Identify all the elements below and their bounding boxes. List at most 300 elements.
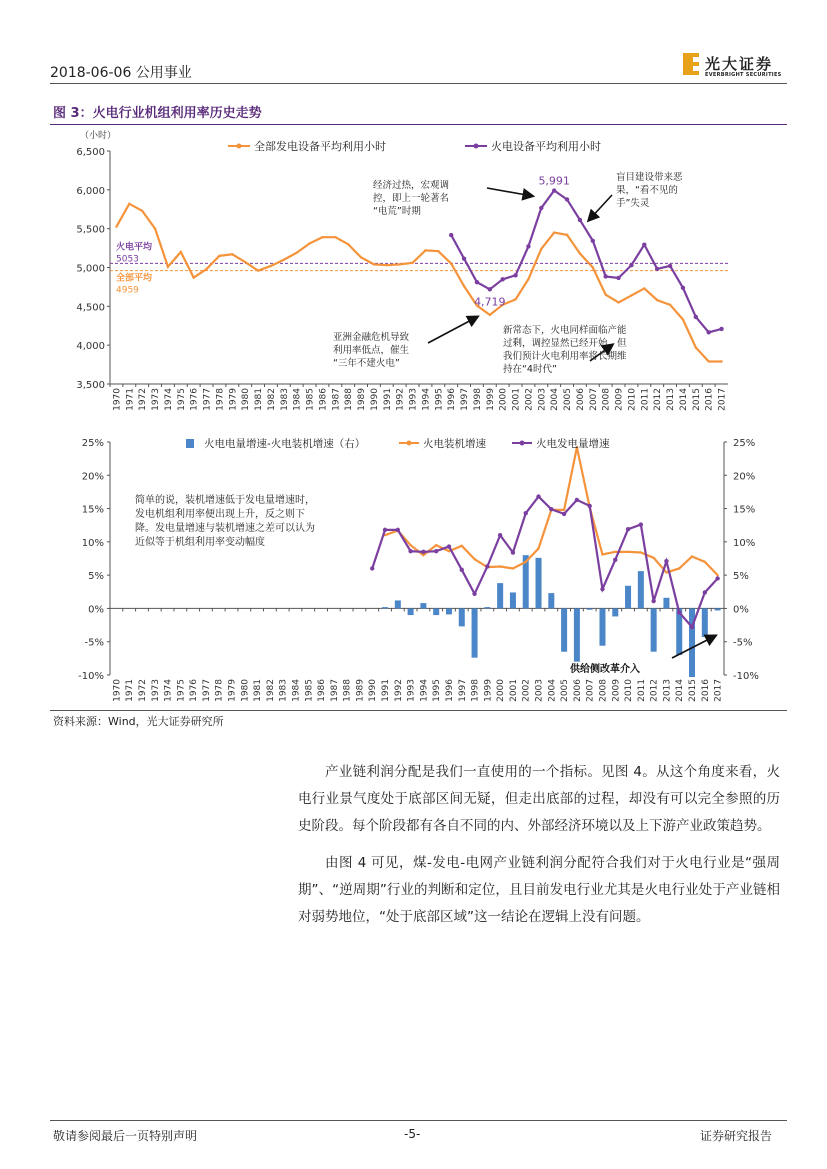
logo-text-cn: 光大证券: [705, 55, 774, 73]
x-tick-label: 1974: [163, 679, 174, 702]
series-point: [192, 276, 194, 278]
annotation-arrow: [487, 188, 532, 196]
series-point: [360, 256, 362, 258]
bar: [625, 586, 631, 609]
y-tick-label: 5,000: [76, 263, 105, 275]
bar: [663, 598, 669, 609]
header-divider: [50, 83, 787, 84]
annotation-blind-construction: 手”失灵: [616, 198, 650, 209]
series-point: [409, 544, 411, 546]
series-point: [231, 253, 233, 255]
x-tick-label: 1981: [254, 388, 265, 411]
series-point: [536, 494, 540, 498]
series-point: [489, 314, 491, 316]
annotation-new-normal: 我们预计火电利用率将长期维: [503, 351, 627, 362]
right-tick-label: 0%: [733, 604, 749, 616]
bar: [536, 558, 542, 609]
x-tick-label: 1997: [460, 388, 471, 411]
x-tick-label: 1995: [434, 388, 445, 411]
x-tick-label: 1993: [408, 388, 419, 411]
bar: [574, 608, 580, 661]
report-date-category: 2018-06-06 公用事业: [50, 65, 192, 81]
series-point: [383, 528, 387, 532]
series-point: [719, 327, 723, 331]
series-point: [639, 522, 643, 526]
x-tick-label: 2002: [521, 679, 532, 702]
right-tick-label: 5%: [733, 571, 749, 583]
x-tick-label: 2002: [524, 388, 535, 411]
series-point: [587, 504, 591, 508]
series-point: [630, 294, 632, 296]
x-tick-label: 2003: [534, 679, 545, 702]
bar: [382, 607, 388, 608]
x-tick-label: 1988: [344, 388, 355, 411]
x-tick-label: 1979: [228, 388, 239, 411]
x-tick-label: 2006: [572, 679, 583, 702]
series-point: [539, 206, 543, 210]
x-tick-label: 2011: [636, 679, 647, 702]
bar: [497, 583, 503, 608]
series-point: [601, 553, 603, 555]
series-point: [449, 233, 453, 237]
x-tick-label: 1975: [176, 388, 187, 411]
legend-label: 全部发电设备平均利用小时: [254, 140, 386, 153]
growth-rate-chart: [0, 430, 827, 710]
series-point: [526, 244, 530, 248]
x-tick-label: 2017: [713, 679, 724, 702]
x-tick-label: 2014: [675, 679, 686, 702]
legend-label: 火电发电量增速: [536, 438, 610, 450]
x-tick-label: 2000: [498, 388, 509, 411]
series-point: [461, 545, 463, 547]
legend-marker: [237, 144, 242, 149]
x-tick-label: 1996: [447, 388, 458, 411]
bar: [420, 603, 426, 608]
x-tick-label: 2015: [688, 679, 699, 702]
right-tick-label: 20%: [733, 471, 756, 483]
x-tick-label: 2001: [511, 388, 522, 411]
series-point: [167, 266, 169, 268]
series-point: [512, 567, 514, 569]
series-point: [437, 250, 439, 252]
y-tick-label: 4,000: [76, 341, 105, 353]
x-tick-label: 1982: [266, 388, 277, 411]
x-tick-label: 1997: [457, 679, 468, 702]
utilization-hours-chart: [0, 125, 827, 425]
series-point: [473, 558, 475, 560]
annotation-arrow: [428, 317, 477, 343]
x-tick-label: 1970: [112, 679, 123, 702]
series-point: [334, 236, 336, 238]
x-tick-label: 2008: [598, 679, 609, 702]
series-point: [600, 587, 604, 591]
right-tick-label: 15%: [733, 504, 756, 516]
x-tick-label: 1998: [470, 679, 481, 702]
x-tick-label: 1985: [304, 679, 315, 702]
x-tick-label: 1979: [227, 679, 238, 702]
left-tick-label: 0%: [88, 604, 104, 616]
series-point: [655, 267, 659, 271]
x-tick-label: 1971: [125, 388, 136, 411]
figure-title: 图 3：火电行业机组利用率历史走势: [53, 106, 262, 121]
series-point: [370, 566, 374, 570]
x-tick-label: 2007: [588, 388, 599, 411]
body-paragraph-1: 产业链利润分配是我们一直使用的一个指标。见图 4。从这个角度来看，火电行业景气度处于底部区间无疑，但走出底部的过程，却没有可以完全参照的历史阶段。每个阶段都有各自不同的内、外部经济环境以及上下游产业政策趋势。: [298, 764, 780, 834]
annotation-new-normal: 持在“4时代”: [503, 364, 557, 375]
x-tick-label: 1996: [444, 679, 455, 702]
series-point: [640, 551, 642, 553]
x-tick-label: 2004: [547, 679, 558, 702]
x-tick-label: 2012: [649, 679, 660, 702]
x-tick-label: 2013: [666, 388, 677, 411]
series-point: [421, 550, 425, 554]
x-tick-label: 1991: [382, 388, 393, 411]
series-point: [180, 251, 182, 253]
left-tick-label: -10%: [78, 671, 104, 682]
series-point: [682, 318, 684, 320]
x-tick-label: 1980: [241, 388, 252, 411]
series-point: [435, 544, 437, 546]
legend-marker: [520, 441, 525, 446]
footer-divider: [50, 1120, 787, 1121]
left-tick-label: 15%: [81, 504, 104, 516]
series-point: [347, 243, 349, 245]
series-point: [499, 565, 501, 567]
figure-source: 资料来源：Wind，光大证券研究所: [53, 715, 224, 728]
chart-note: 降。发电量增速与装机增速之差可以认为: [135, 523, 315, 534]
supply-reform-label: 供给侧改革介入: [570, 664, 640, 675]
series-point: [690, 625, 694, 629]
series-point: [514, 298, 516, 300]
series-point: [511, 550, 515, 554]
series-point: [720, 360, 722, 362]
series-point: [592, 266, 594, 268]
series-point: [613, 558, 617, 562]
bar: [433, 608, 439, 615]
series-point: [669, 304, 671, 306]
series-point: [524, 511, 528, 515]
x-tick-label: 1976: [189, 679, 200, 702]
series-point: [707, 360, 709, 362]
series-point: [257, 269, 259, 271]
annotation-power-shortage: 控，即上一轮著名: [373, 193, 450, 204]
legend-label: 火电设备平均利用小时: [491, 140, 601, 153]
left-tick-label: 20%: [81, 471, 104, 483]
reference-line-label: 火电平均: [116, 242, 153, 253]
bar: [612, 608, 618, 616]
x-tick-label: 2015: [691, 388, 702, 411]
series-point: [591, 239, 595, 243]
bar: [395, 600, 401, 608]
series-point: [244, 261, 246, 263]
x-tick-label: 2008: [601, 388, 612, 411]
annotation-power-shortage: 经济过热，宏观调: [373, 180, 450, 191]
x-tick-label: 2009: [614, 388, 625, 411]
x-tick-label: 1988: [342, 679, 353, 702]
x-tick-label: 1989: [355, 679, 366, 702]
x-tick-label: 1984: [291, 679, 302, 702]
series-point: [651, 599, 655, 603]
x-tick-label: 1972: [137, 679, 148, 702]
series-point: [154, 227, 156, 229]
series-point: [656, 299, 658, 301]
series-point: [386, 264, 388, 266]
footer-report-type: 证券研究报告: [700, 1129, 773, 1143]
series-point: [627, 551, 629, 553]
right-tick-label: -5%: [733, 637, 753, 649]
x-tick-label: 1987: [329, 679, 340, 702]
x-tick-label: 1983: [278, 679, 289, 702]
series-point: [703, 590, 707, 594]
series-point: [566, 234, 568, 236]
y-axis-unit: （小时）: [80, 131, 117, 141]
series-point: [616, 276, 620, 280]
x-tick-label: 2006: [575, 388, 586, 411]
series-point: [448, 550, 450, 552]
series-point: [398, 263, 400, 265]
bar: [715, 608, 721, 610]
series-point: [617, 301, 619, 303]
reference-line-value: 4959: [116, 285, 139, 296]
bar: [587, 608, 593, 609]
series-point: [665, 571, 667, 573]
series-point: [462, 256, 466, 260]
series-point: [205, 268, 207, 270]
series-point: [695, 346, 697, 348]
series-point: [604, 293, 606, 295]
y-tick-label: 4,500: [76, 302, 105, 314]
series-point: [643, 287, 645, 289]
series-point: [565, 197, 569, 201]
series-point: [115, 225, 117, 227]
series-point: [128, 203, 130, 205]
series-point: [373, 263, 375, 265]
series-point: [488, 287, 492, 291]
series-point: [706, 330, 710, 334]
x-tick-label: 1977: [202, 388, 213, 411]
series-point: [629, 263, 633, 267]
right-tick-label: 10%: [733, 537, 756, 549]
x-tick-label: 1971: [125, 679, 136, 702]
reference-line-value: 5053: [116, 254, 139, 265]
series-point: [579, 252, 581, 254]
series-point: [575, 498, 579, 502]
series-point: [525, 561, 527, 563]
bar: [472, 608, 478, 657]
left-tick-label: -5%: [84, 637, 104, 649]
series-point: [321, 236, 323, 238]
x-tick-label: 2014: [678, 388, 689, 411]
x-tick-label: 2000: [496, 679, 507, 702]
x-tick-label: 1978: [214, 679, 225, 702]
x-tick-label: 1993: [406, 679, 417, 702]
legend-label: 火电电量增速-火电装机增速（右）: [204, 438, 366, 450]
x-tick-label: 2003: [537, 388, 548, 411]
series-point: [563, 509, 565, 511]
annotation-asian-crisis: 利用率低点，催生: [333, 345, 410, 356]
x-tick-label: 2004: [550, 388, 561, 411]
x-tick-label: 2005: [560, 679, 571, 702]
series-point: [704, 561, 706, 563]
annotation-blind-construction: 盲目建设带来恶: [616, 172, 683, 183]
series-point: [460, 568, 464, 572]
x-tick-label: 1975: [176, 679, 187, 702]
x-tick-label: 1992: [393, 679, 404, 702]
series-point: [498, 533, 502, 537]
annotation-new-normal: 新常态下，火电同样面临产能: [503, 325, 627, 336]
series-point: [308, 242, 310, 244]
x-tick-label: 1985: [305, 388, 316, 411]
bar: [446, 608, 452, 614]
annotation-asian-crisis: “三年不建火电”: [333, 358, 400, 369]
x-tick-label: 1995: [432, 679, 443, 702]
series-line: [116, 204, 721, 362]
bar: [638, 571, 644, 608]
x-tick-label: 1973: [150, 679, 161, 702]
x-tick-label: 2017: [717, 388, 728, 411]
chart-note: 简单的说，装机增速低于发电量增速时，: [135, 495, 315, 506]
company-logo: [683, 53, 793, 83]
legend-label: 火电装机增速: [423, 438, 486, 450]
x-tick-label: 2010: [624, 679, 635, 702]
annotation-asian-crisis: 亚洲金融危机导致: [333, 332, 410, 343]
x-tick-label: 1987: [331, 388, 342, 411]
bar: [484, 607, 490, 608]
right-tick-label: -10%: [733, 671, 759, 682]
x-tick-label: 1986: [318, 388, 329, 411]
annotation-power-shortage: “电荒”时期: [373, 206, 421, 217]
bar: [599, 608, 605, 645]
series-point: [562, 512, 566, 516]
series-point: [678, 567, 680, 569]
series-point: [485, 564, 489, 568]
series-point: [513, 273, 517, 277]
x-tick-label: 2007: [585, 679, 596, 702]
x-tick-label: 1990: [368, 679, 379, 702]
x-tick-label: 1986: [317, 679, 328, 702]
series-point: [691, 555, 693, 557]
x-tick-label: 1970: [112, 388, 123, 411]
series-point: [626, 527, 630, 531]
x-tick-label: 1994: [421, 388, 432, 411]
bar: [510, 592, 516, 608]
bar: [548, 593, 554, 608]
page-number: -5-: [404, 1127, 421, 1141]
y-tick-label: 6,500: [76, 147, 105, 158]
series-point: [463, 285, 465, 287]
x-tick-label: 1972: [138, 388, 149, 411]
series-point: [500, 277, 504, 281]
bar: [651, 608, 657, 651]
x-tick-label: 1989: [357, 388, 368, 411]
x-tick-label: 1992: [395, 388, 406, 411]
series-point: [549, 507, 553, 511]
x-tick-label: 2016: [704, 388, 715, 411]
y-tick-label: 5,500: [76, 224, 105, 236]
x-tick-label: 1999: [483, 679, 494, 702]
x-tick-label: 2001: [508, 679, 519, 702]
series-point: [681, 286, 685, 290]
x-tick-label: 2010: [627, 388, 638, 411]
bar: [408, 608, 414, 615]
series-point: [408, 549, 412, 553]
annotation-blind-construction: 果，“看不见的: [616, 185, 678, 196]
x-tick-label: 2009: [611, 679, 622, 702]
y-tick-label: 6,000: [76, 185, 105, 197]
bar: [702, 608, 708, 637]
series-point: [668, 264, 672, 268]
x-tick-label: 1984: [292, 388, 303, 411]
trough-value-label: 4,719: [474, 295, 506, 309]
series-point: [447, 544, 451, 548]
series-point: [677, 610, 681, 614]
series-point: [553, 231, 555, 233]
series-point: [218, 255, 220, 257]
series-point: [716, 574, 718, 576]
x-tick-label: 2016: [700, 679, 711, 702]
series-point: [642, 242, 646, 246]
annotation-new-normal: 过剩，调控显然已经开始，但: [503, 338, 627, 349]
source-divider: [50, 710, 787, 711]
left-tick-label: 5%: [88, 571, 104, 583]
series-point: [652, 557, 654, 559]
logo-text-en: EVERBRIGHT SECURITIES: [705, 72, 782, 78]
x-tick-label: 1983: [279, 388, 290, 411]
x-tick-label: 1998: [472, 388, 483, 411]
series-point: [664, 559, 668, 563]
series-point: [603, 274, 607, 278]
legend-swatch: [186, 439, 194, 448]
series-point: [578, 218, 582, 222]
x-tick-label: 1977: [201, 679, 212, 702]
series-point: [411, 262, 413, 264]
x-tick-label: 2005: [563, 388, 574, 411]
series-point: [424, 249, 426, 251]
series-point: [270, 265, 272, 267]
logo-mark-icon: [683, 53, 699, 75]
left-tick-label: 10%: [81, 537, 104, 549]
x-tick-label: 2011: [640, 388, 651, 411]
x-tick-label: 1991: [381, 679, 392, 702]
x-tick-label: 1974: [163, 388, 174, 411]
left-tick-label: 25%: [81, 438, 104, 449]
series-point: [694, 315, 698, 319]
footer-disclaimer: 敬请参阅最后一页特别声明: [53, 1129, 198, 1143]
body-paragraph-2: 由图 4 可见，煤-发电-电网产业链利润分配符合我们对于火电行业是“强周期”、“逆周期”行业的判断和定位，且目前发电行业尤其是火电行业处于产业链相对弱势地位，“处于底部区域”这一结论在逻辑上没有问题。: [298, 855, 780, 925]
x-tick-label: 1976: [189, 388, 200, 411]
series-point: [295, 252, 297, 254]
series-point: [715, 576, 719, 580]
series-point: [552, 188, 556, 192]
chart-note: 发电机组利用率便出现上升，反之则下: [135, 509, 305, 520]
series-point: [540, 248, 542, 250]
legend-marker: [474, 144, 479, 149]
peak-value-label: 5,991: [538, 174, 570, 188]
annotation-arrow: [589, 195, 612, 220]
x-tick-label: 1990: [369, 388, 380, 411]
x-tick-label: 1999: [485, 388, 496, 411]
chart-note: 近似等于机组利用率变动幅度: [135, 537, 265, 548]
reference-line-label: 全部平均: [116, 273, 153, 284]
x-tick-label: 1980: [240, 679, 251, 702]
series-point: [396, 528, 400, 532]
series-point: [434, 549, 438, 553]
series-point: [475, 280, 479, 284]
bar: [459, 608, 465, 626]
series-point: [141, 210, 143, 212]
series-point: [283, 259, 285, 261]
x-tick-label: 2013: [662, 679, 673, 702]
